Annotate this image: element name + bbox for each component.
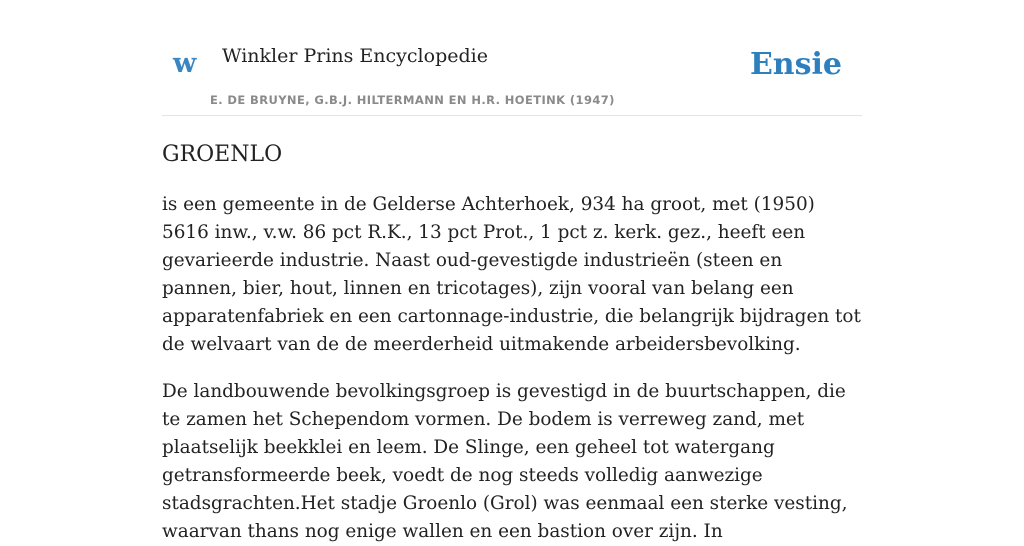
source-title[interactable]: Winkler Prins Encyclopedie: [222, 45, 488, 67]
source-authors: E. DE BRUYNE, G.B.J. HILTERMANN EN H.R. HOETINK (1947): [210, 93, 615, 107]
ensie-brand-link[interactable]: Ensie: [749, 47, 842, 82]
source-header: [162, 0, 862, 116]
article-paragraph-2: De landbouwende bevolkingsgroep is gevestigd in de buurtschappen, die te zamen het Schependom vormen. De bodem is verreweg zand, met plaatselijk beekklei en leem. De Slinge, een geheel tot watergang getransformeerde beek, voedt de nog steeds volledig aanwezige stadsgrachten.Het stadje Groenlo (Grol) was eenmaal een sterke vesting, waarvan thans nog enige wallen en een bastion over zijn. In: [162, 381, 848, 543]
content-container: [162, 0, 862, 546]
winkler-prins-logo[interactable]: w: [173, 48, 197, 79]
entry-title: GROENLO: [162, 142, 283, 167]
article-paragraph-1: is een gemeente in de Gelderse Achterhoek, 934 ha groot, met (1950) 5616 inw., v.w. 86 pct R.K., 13 pct Prot., 1 pct z. kerk. gez., heeft een gevarieerde industrie. Naast oud-gevestigde industrieën (steen en pannen, bier, hout, linnen en tricotages), zijn vooral van belang een apparatenfabriek en een cartonnage-industrie, die belangrijk bijdragen tot de welvaart van de de meerderheid uitmakende arbeidersbevolking.: [162, 194, 861, 356]
